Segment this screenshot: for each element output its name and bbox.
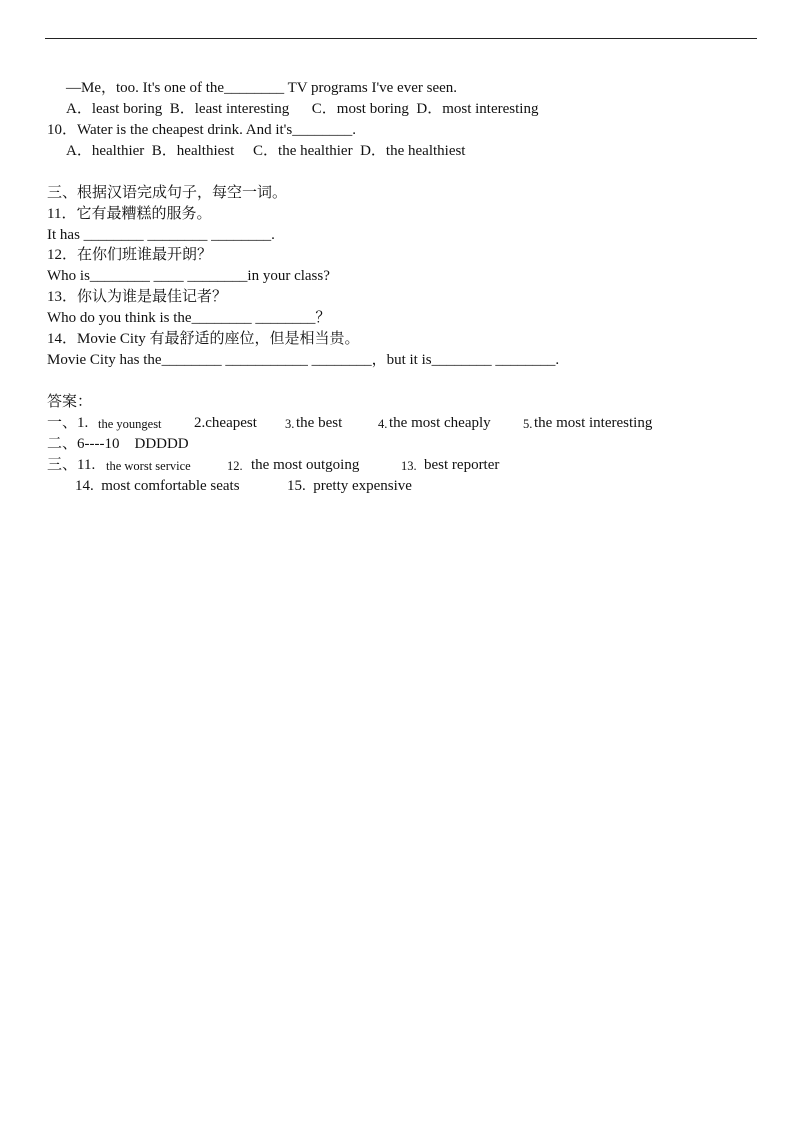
q14-chinese: 14．Movie City 有最舒适的座位，但是相当贵。 — [47, 331, 360, 347]
answer-4-number: 4. — [378, 417, 388, 431]
answer-section-1-prefix: 一、1. — [47, 415, 89, 431]
q13-chinese: 13．你认为谁是最佳记者？ — [47, 289, 228, 305]
answer-11: the worst service — [106, 459, 191, 473]
q10-stem: 10．Water is the cheapest drink. And it's________. — [47, 122, 356, 138]
answer-13-number: 13. — [401, 459, 417, 473]
answer-section-3-prefix: 三、11. — [47, 457, 96, 473]
answer-14: 14. most comfortable seats — [75, 478, 240, 494]
answer-3-number: 3. — [285, 417, 295, 431]
q11-english: It has ________ ________ ________. — [47, 227, 275, 243]
answers-heading: 答案： — [47, 394, 93, 410]
q13-english: Who do you think is the________ ________？ — [47, 310, 331, 326]
answer-13: best reporter — [424, 457, 500, 473]
answer-2: 2.cheapest — [194, 415, 257, 431]
answer-5-number: 5. — [523, 417, 533, 431]
q12-chinese: 12．在你们班谁最开朗？ — [47, 247, 213, 263]
answer-15: 15. pretty expensive — [287, 478, 412, 494]
answer-4: the most cheaply — [389, 415, 491, 431]
q9-dialog: —Me，too. It's one of the________ TV programs I've ever seen. — [66, 80, 458, 96]
answer-12: the most outgoing — [251, 457, 360, 473]
header-rule — [45, 38, 757, 39]
answer-section-2: 二、6----10 DDDDD — [47, 436, 189, 452]
q12-english: Who is________ ____ ________in your class? — [47, 268, 330, 284]
section-3-title: 三、根据汉语完成句子，每空一词。 — [47, 185, 288, 201]
q10-options: A．healthier B．healthiest C．the healthier D．the healthiest — [66, 143, 466, 159]
answer-1: the youngest — [98, 417, 162, 431]
answer-12-number: 12. — [227, 459, 243, 473]
q14-english: Movie City has the________ ___________ ________，but it is________ ________. — [47, 352, 560, 368]
q9-options: A．least boring B．least interesting C．most boring D．most interesting — [66, 101, 539, 117]
answer-3: the best — [296, 415, 343, 431]
q11-chinese: 11．它有最糟糕的服务。 — [47, 206, 212, 222]
answer-5: the most interesting — [534, 415, 653, 431]
